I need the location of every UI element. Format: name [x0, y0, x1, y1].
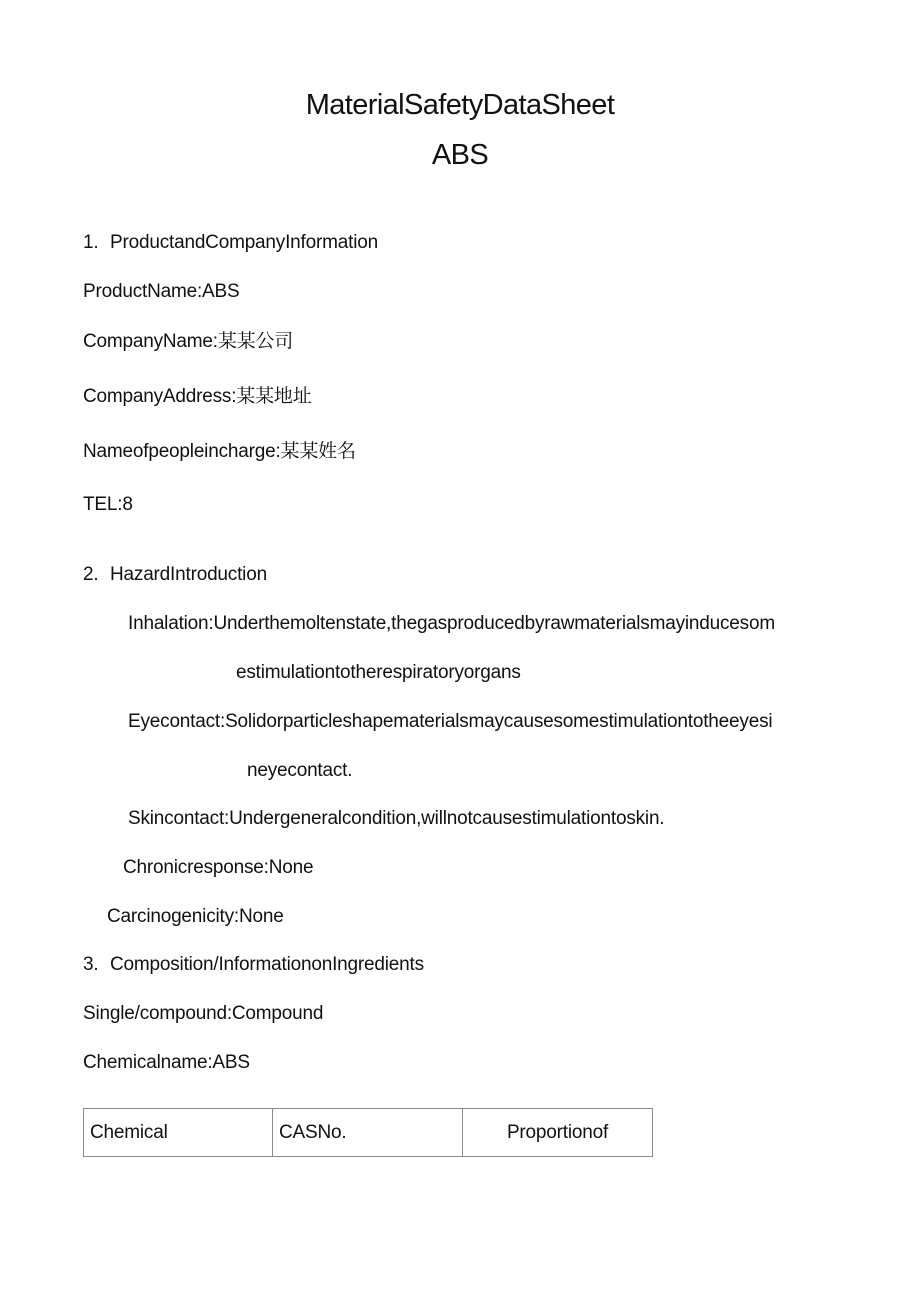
single-compound: Single/compound:Compound	[83, 1003, 324, 1024]
section3-heading	[83, 953, 424, 977]
product-name: ProductName:ABS	[83, 281, 240, 302]
chronic-response: Chronicresponse:None	[123, 857, 314, 878]
inhalation-line-2: estimulationtotherespiratoryorgans	[236, 662, 521, 683]
company-address: CompanyAddress:某某地址	[83, 386, 312, 407]
skin-contact: Skincontact:Undergeneralcondition,willnotcausestimulationtoskin.	[128, 808, 665, 829]
table-header-proportion: Proportionof	[463, 1109, 653, 1157]
section1-heading	[83, 231, 378, 255]
eye-contact-line-2: neyecontact.	[247, 760, 353, 781]
person-in-charge: Nameofpeopleincharge:某某姓名	[83, 441, 356, 462]
document-title: MaterialSafetyDataSheet	[305, 89, 615, 121]
table-header-cas-no: CASNo.	[273, 1109, 463, 1157]
section1-heading-text: ProductandCompanyInformation	[110, 232, 378, 253]
company-name: CompanyName:某某公司	[83, 331, 294, 352]
section1-number: 1.	[83, 232, 99, 253]
section3-number: 3.	[83, 954, 99, 975]
section2-heading-text: HazardIntroduction	[110, 564, 267, 585]
section2-heading	[83, 563, 267, 587]
section2-number: 2.	[83, 564, 99, 585]
ingredients-table	[83, 1108, 653, 1157]
section3-heading-text: Composition/InformationonIngredients	[110, 954, 424, 975]
document-subtitle: ABS	[431, 139, 489, 171]
eye-contact-line-1: Eyecontact:Solidorparticleshapematerialsmaycausesomestimulationtotheeyesi	[128, 711, 773, 732]
table-header-chemical: Chemical	[84, 1109, 273, 1157]
table-row	[84, 1109, 653, 1157]
chemical-name: Chemicalname:ABS	[83, 1052, 250, 1073]
inhalation-line-1: Inhalation:Underthemoltenstate,thegasproducedbyrawmaterialsmayinducesom	[128, 613, 775, 634]
carcinogenicity: Carcinogenicity:None	[107, 906, 284, 927]
telephone: TEL:8	[83, 494, 133, 515]
